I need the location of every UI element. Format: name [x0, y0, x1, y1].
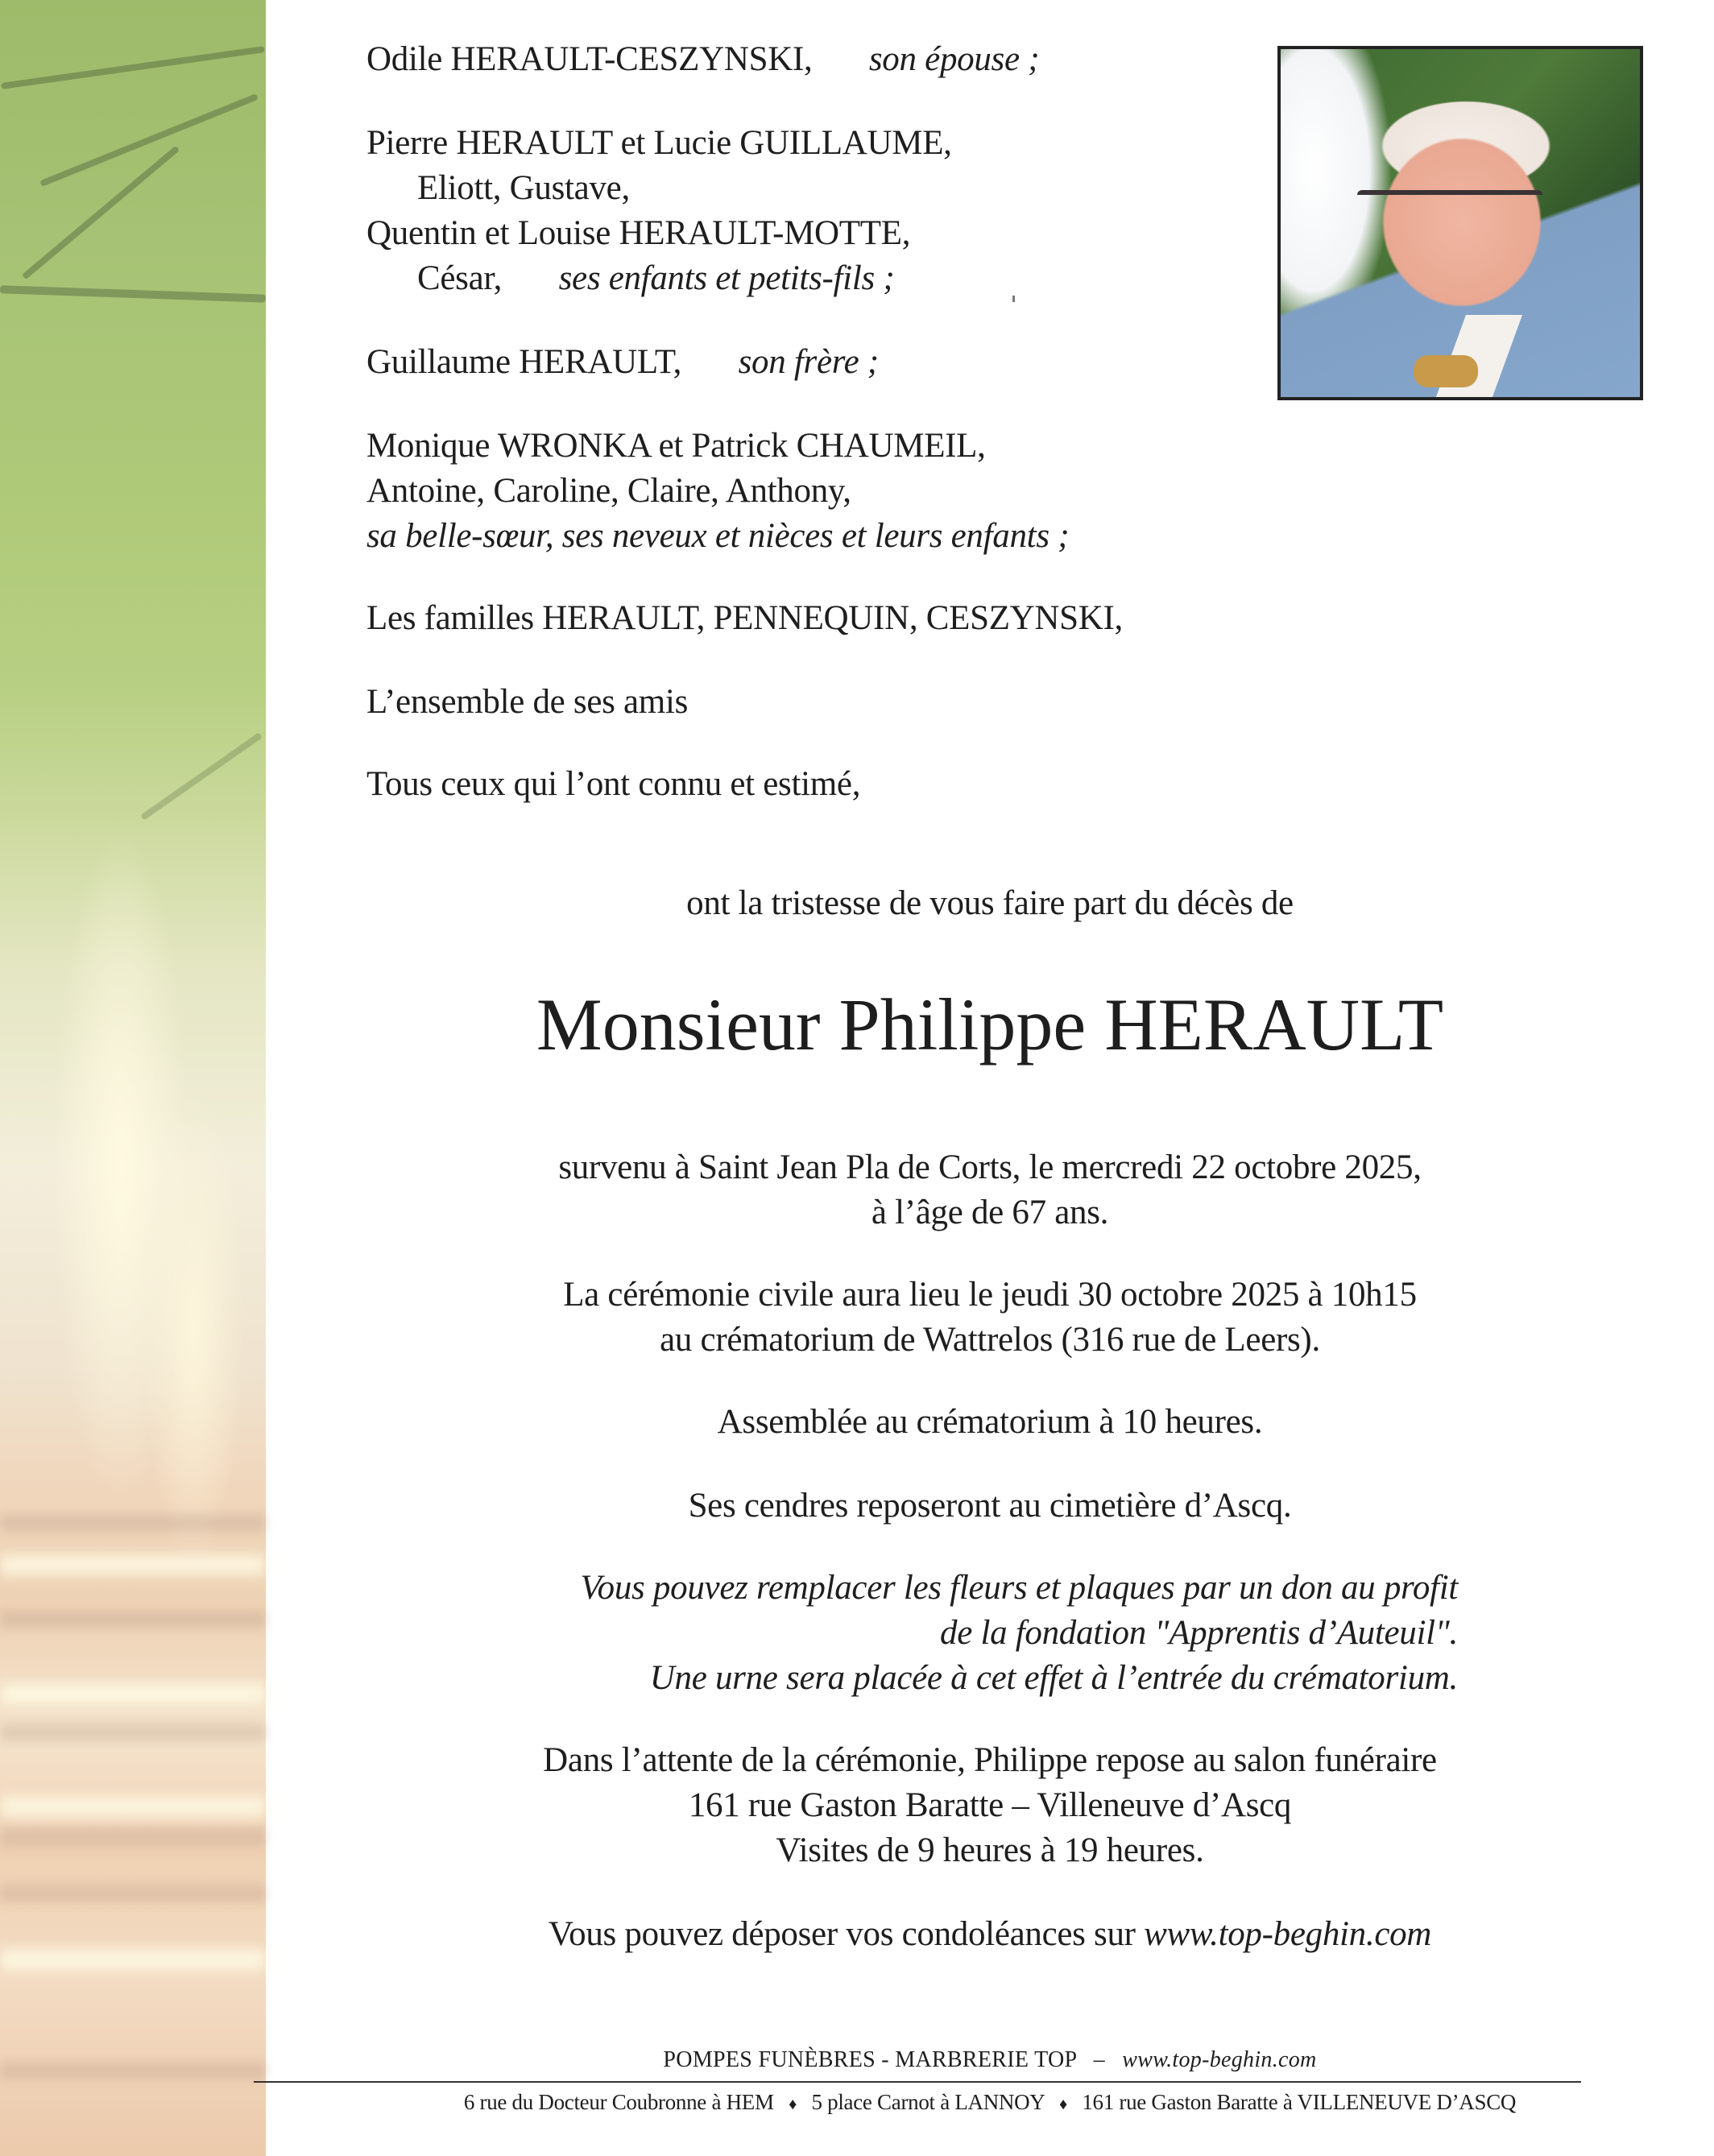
announcement-intro: ont la tristesse de vous faire part du décès de: [686, 884, 1294, 922]
rest-line-2: 161 rue Gaston Baratte – Villeneuve d’Ascq: [688, 1786, 1292, 1824]
diamond-separator-icon: ♦: [1058, 2096, 1067, 2113]
spouse-line: [366, 42, 1039, 77]
rest-line-1: Dans l’attente de la cérémonie, Philippe repose au salon funéraire: [543, 1741, 1437, 1779]
donation-line-1: Vous pouvez remplacer les fleurs et plaques par un don au profit: [580, 1569, 1458, 1607]
diamond-separator-icon: ♦: [789, 2096, 797, 2113]
portrait-photo-frame: [1277, 46, 1643, 400]
path-shadow: [0, 1885, 266, 1902]
ceremony-line-1: La cérémonie civile aura lieu le jeudi 30 octobre 2025 à 10h15: [563, 1276, 1417, 1314]
deceased-name: Monsieur Philippe HERAULT: [536, 983, 1444, 1066]
branch-decoration: [1, 46, 265, 89]
spouse-relation: son épouse ;: [868, 40, 1040, 78]
inlaws-line-2: Antoine, Caroline, Claire, Anthony,: [366, 472, 851, 510]
path-shadow: [0, 1724, 266, 1741]
brother-line: [366, 345, 879, 379]
children-line-2: Eliott, Gustave,: [417, 169, 630, 207]
bow-tie: [1414, 355, 1478, 387]
grandchild-name: César,: [417, 259, 503, 297]
path-shadow: [0, 2062, 266, 2079]
footer-addresses: [266, 2092, 1714, 2113]
path-shadow: [0, 1514, 266, 1532]
inlaws-line-1: Monique WRONKA et Patrick CHAUMEIL,: [366, 427, 986, 465]
children-line-4: [417, 261, 894, 296]
friends-line: L’ensemble de ses amis: [366, 683, 689, 721]
path-light: [0, 1554, 266, 1575]
footer-company-line: [266, 2049, 1714, 2071]
funeral-company-name: POMPES FUNÈBRES - MARBRERIE TOP: [663, 2047, 1077, 2072]
brother-relation: son frère ;: [738, 343, 879, 381]
path-shadow: [0, 1611, 266, 1628]
path-light: [0, 1796, 266, 1817]
spouse-name: Odile HERAULT-CESZYNSKI,: [366, 40, 813, 78]
children-line-1: Pierre HERAULT et Lucie GUILLAUME,: [366, 124, 952, 162]
condolences-line: [266, 1917, 1714, 1951]
branch-decoration: [0, 285, 266, 303]
families-line: Les familles HERAULT, PENNEQUIN, CESZYNSKI,: [366, 599, 1124, 637]
branch-decoration: [140, 732, 263, 821]
condolences-link[interactable]: www.top-beghin.com: [1144, 1915, 1432, 1953]
path-light: [0, 1683, 266, 1704]
rest-line-3: Visites de 9 heures à 19 heures.: [776, 1831, 1204, 1869]
path-shadow: [0, 1828, 266, 1846]
address-lannoy: 5 place Carnot à LANNOY: [811, 2090, 1045, 2114]
footer-divider: [254, 2081, 1581, 2083]
scan-speck: [1012, 296, 1015, 302]
branch-decoration: [22, 146, 180, 280]
forest-background-strip: [0, 0, 266, 2156]
glasses: [1357, 190, 1542, 231]
ceremony-line-2: au crématorium de Wattrelos (316 rue de Leers).: [660, 1321, 1320, 1359]
brother-name: Guillaume HERAULT,: [366, 343, 682, 381]
death-line-1: survenu à Saint Jean Pla de Corts, le mercredi 22 octobre 2025,: [558, 1148, 1422, 1186]
footer-website-link[interactable]: www.top-beghin.com: [1122, 2047, 1317, 2072]
address-villeneuve: 161 rue Gaston Baratte à VILLENEUVE D’ASCQ: [1082, 2090, 1517, 2114]
condolences-text: Vous pouvez déposer vos condoléances sur: [548, 1915, 1136, 1953]
assembly-line: Assemblée au crématorium à 10 heures.: [717, 1403, 1263, 1441]
address-hem: 6 rue du Docteur Coubronne à HEM: [463, 2090, 774, 2114]
death-line-2: à l’âge de 67 ans.: [871, 1194, 1109, 1231]
all-acquaintances-line: Tous ceux qui l’ont connu et estimé,: [366, 765, 861, 803]
portrait-photo: [1281, 49, 1640, 397]
children-relation: ses enfants et petits-fils ;: [558, 259, 895, 297]
donation-line-3: Une urne sera placée à cet effet à l’entrée du crématorium.: [649, 1659, 1458, 1697]
donation-line-2: de la fondation "Apprentis d’Auteuil".: [940, 1614, 1458, 1652]
path-light: [0, 1949, 266, 1970]
children-line-3: Quentin et Louise HERAULT-MOTTE,: [366, 214, 911, 252]
inlaws-relation: sa belle-sœur, ses neveux et nièces et leurs enfants ;: [366, 517, 1070, 555]
ashes-line: Ses cendres reposeront au cimetière d’Ascq.: [688, 1487, 1292, 1525]
footer-dash: –: [1093, 2047, 1105, 2072]
